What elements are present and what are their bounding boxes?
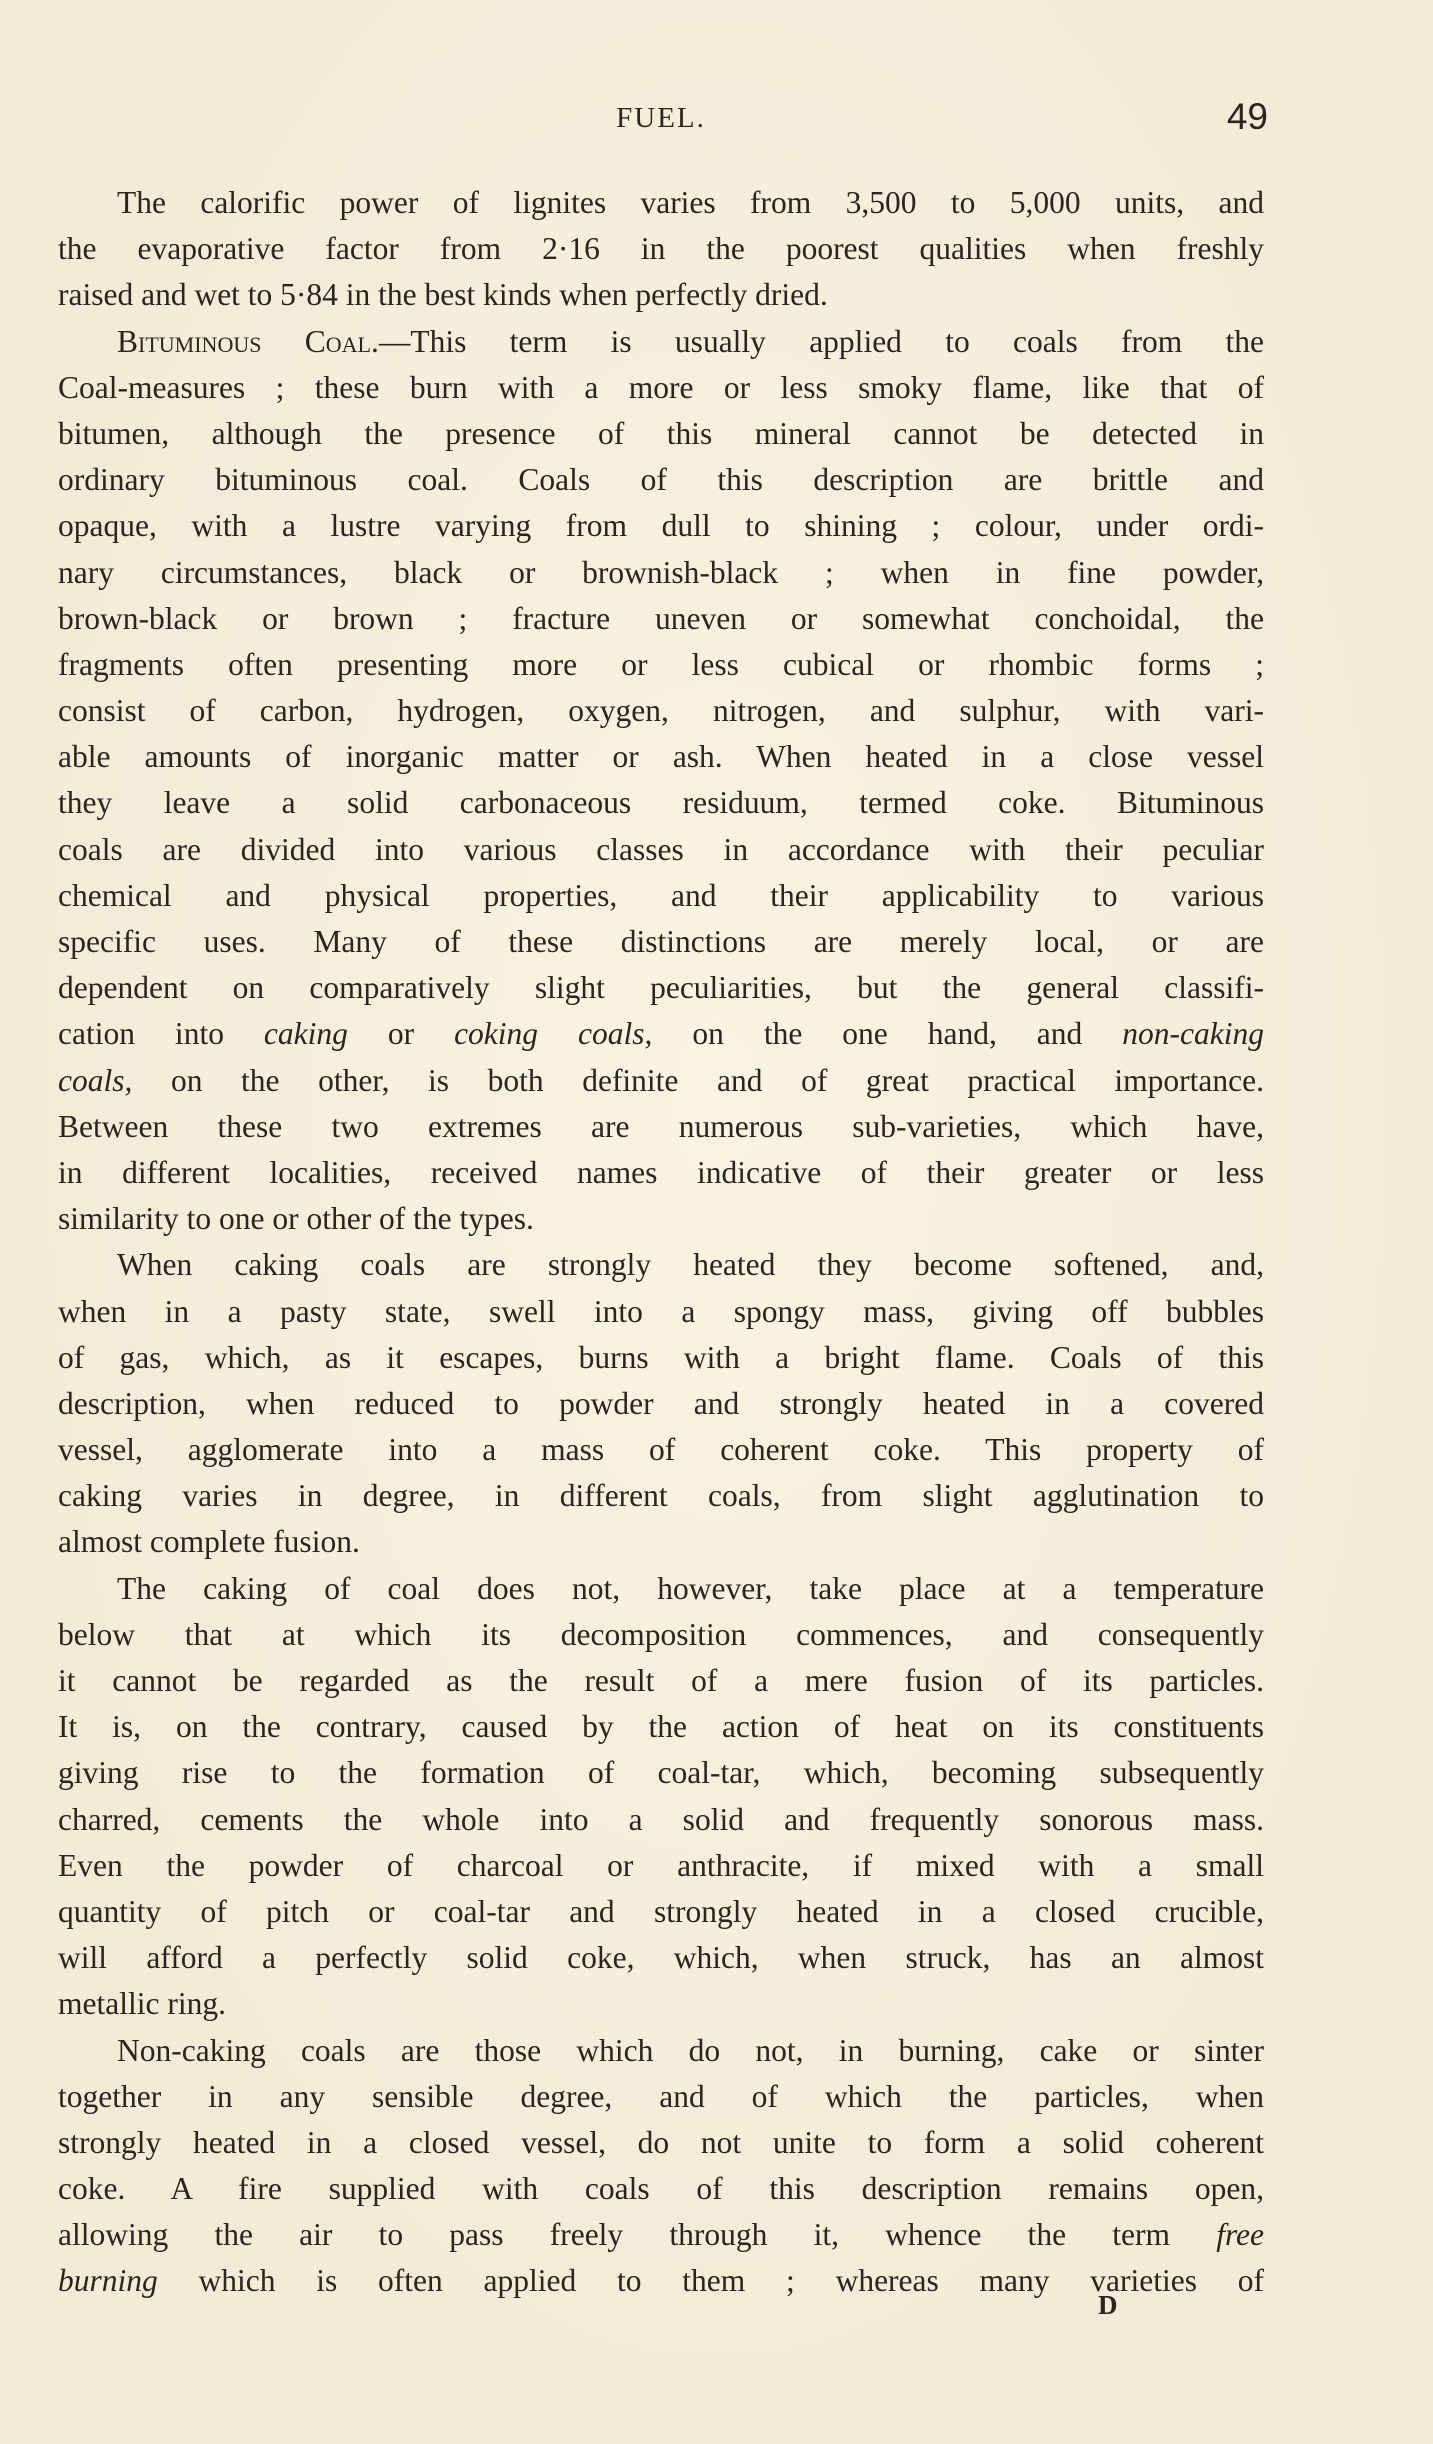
italic-term: burning [58,2263,158,2299]
text-run: cation into [58,1016,264,1052]
text-line: nary circumstances, black or brownish-black ; when in fine powder, [58,554,1264,590]
text-line: fragments often presenting more or less cubical or rhombic forms ; [58,646,1264,682]
text-line: consist of carbon, hydrogen, oxygen, nitrogen, and sulphur, with vari- [58,693,1264,729]
italic-term: non-caking [1122,1016,1264,1052]
text-line: strongly heated in a closed vessel, do not unite to form a solid coherent [58,2124,1264,2160]
text-line: they leave a solid carbonaceous residuum, termed coke. Bituminous [58,785,1264,821]
text-line: giving rise to the formation of coal-tar, which, becoming subsequently [58,1755,1264,1791]
text-line: When caking coals are strongly heated they become softened, and, [117,1247,1264,1283]
text-run: allowing the air to pass freely through it, whence the term [58,2217,1217,2253]
text-line: coals are divided into various classes in accordance with their peculiar [58,831,1264,867]
text-line: will afford a perfectly solid coke, which, when struck, has an almost [58,1940,1264,1976]
text-line: specific uses. Many of these distinctions are merely local, or are [58,924,1264,959]
text-run: on the one hand, and [652,1016,1123,1052]
text-line: opaque, with a lustre varying from dull to shining ; colour, under ordi- [58,508,1264,544]
page-header [58,96,1268,156]
text-line: charred, cements the whole into a solid and frequently sonorous mass. [58,1801,1264,1837]
body-text [58,180,1264,2305]
text-line: Coal-measures ; these burn with a more or less smoky flame, like that of [58,369,1264,405]
text-line: quantity of pitch or coal-tar and strongly heated in a closed crucible, [58,1893,1264,1929]
text-line: coke. A fire supplied with coals of this description remains open, [58,2171,1264,2207]
running-head: FUEL. [616,102,706,134]
text-line: able amounts of inorganic matter or ash. When heated in a close vessel [58,739,1264,775]
text-line: brown-black or brown ; fracture uneven or somewhat conchoidal, the [58,600,1264,636]
text-line: together in any sensible degree, and of which the particles, when [58,2078,1264,2114]
text-line [58,2212,1264,2258]
text-run: or [347,1016,455,1052]
text-line: description, when reduced to powder and strongly heated in a covered [58,1385,1264,1421]
text-line: vessel, agglomerate into a mass of coherent coke. This property of [58,1432,1264,1468]
text-line: almost complete fusion. [58,1524,360,1560]
text-line: The caking of coal does not, however, take place at a temperature [117,1570,1264,1606]
text-line: bitumen, although the presence of this mineral cannot be detected in [58,415,1264,451]
text-line [58,319,1264,365]
text-line: below that at which its decomposition commences, and consequently [58,1616,1264,1652]
text-line: chemical and physical properties, and their applicability to various [58,877,1264,913]
section-term: Bituminous Coal. [117,323,379,359]
signature-mark: D [1098,2290,1118,2320]
text-line: the evaporative factor from 2·16 in the poorest qualities when freshly [58,231,1264,267]
text-line: caking varies in degree, in different coals, from slight agglutination to [58,1478,1264,1514]
text-line: Between these two extremes are numerous sub-varieties, which have, [58,1108,1264,1144]
italic-term: coking coals, [454,1016,653,1052]
text-line [58,1058,1264,1104]
text-line: metallic ring. [58,1986,226,2022]
italic-term: free [1216,2217,1264,2253]
text-line: ordinary bituminous coal. Coals of this description are brittle and [58,462,1264,498]
text-line: it cannot be regarded as the result of a mere fusion of its particles. [58,1663,1264,1698]
text-line: The calorific power of lignites varies from 3,500 to 5,000 units, and [117,185,1264,220]
text-run: on the other, is both definite and of great practical importance. [132,1062,1264,1098]
text-line: raised and wet to 5·84 in the best kinds when perfectly dried. [58,277,828,313]
text-run: —This term is usually applied to coals from the [378,323,1264,359]
text-line: in different localities, received names indicative of their greater or less [58,1154,1264,1190]
text-line: when in a pasty state, swell into a spongy mass, giving off bubbles [58,1293,1264,1329]
text-line [58,2258,1264,2304]
text-line: of gas, which, as it escapes, burns with a bright flame. Coals of this [58,1339,1264,1375]
text-line: dependent on comparatively slight peculiarities, but the general classifi- [58,970,1264,1006]
italic-term: caking [263,1016,348,1052]
text-run: which is often applied to them ; whereas many varieties of [157,2263,1264,2299]
text-line: Even the powder of charcoal or anthracite, if mixed with a small [58,1847,1264,1883]
italic-term: coals, [58,1062,133,1098]
page-number: 49 [1226,96,1268,137]
text-line: Non-caking coals are those which do not, in burning, cake or sinter [117,2032,1264,2068]
text-line: similarity to one or other of the types. [58,1201,534,1237]
text-line [58,1011,1264,1057]
text-line: It is, on the contrary, caused by the action of heat on its constituents [58,1709,1264,1745]
